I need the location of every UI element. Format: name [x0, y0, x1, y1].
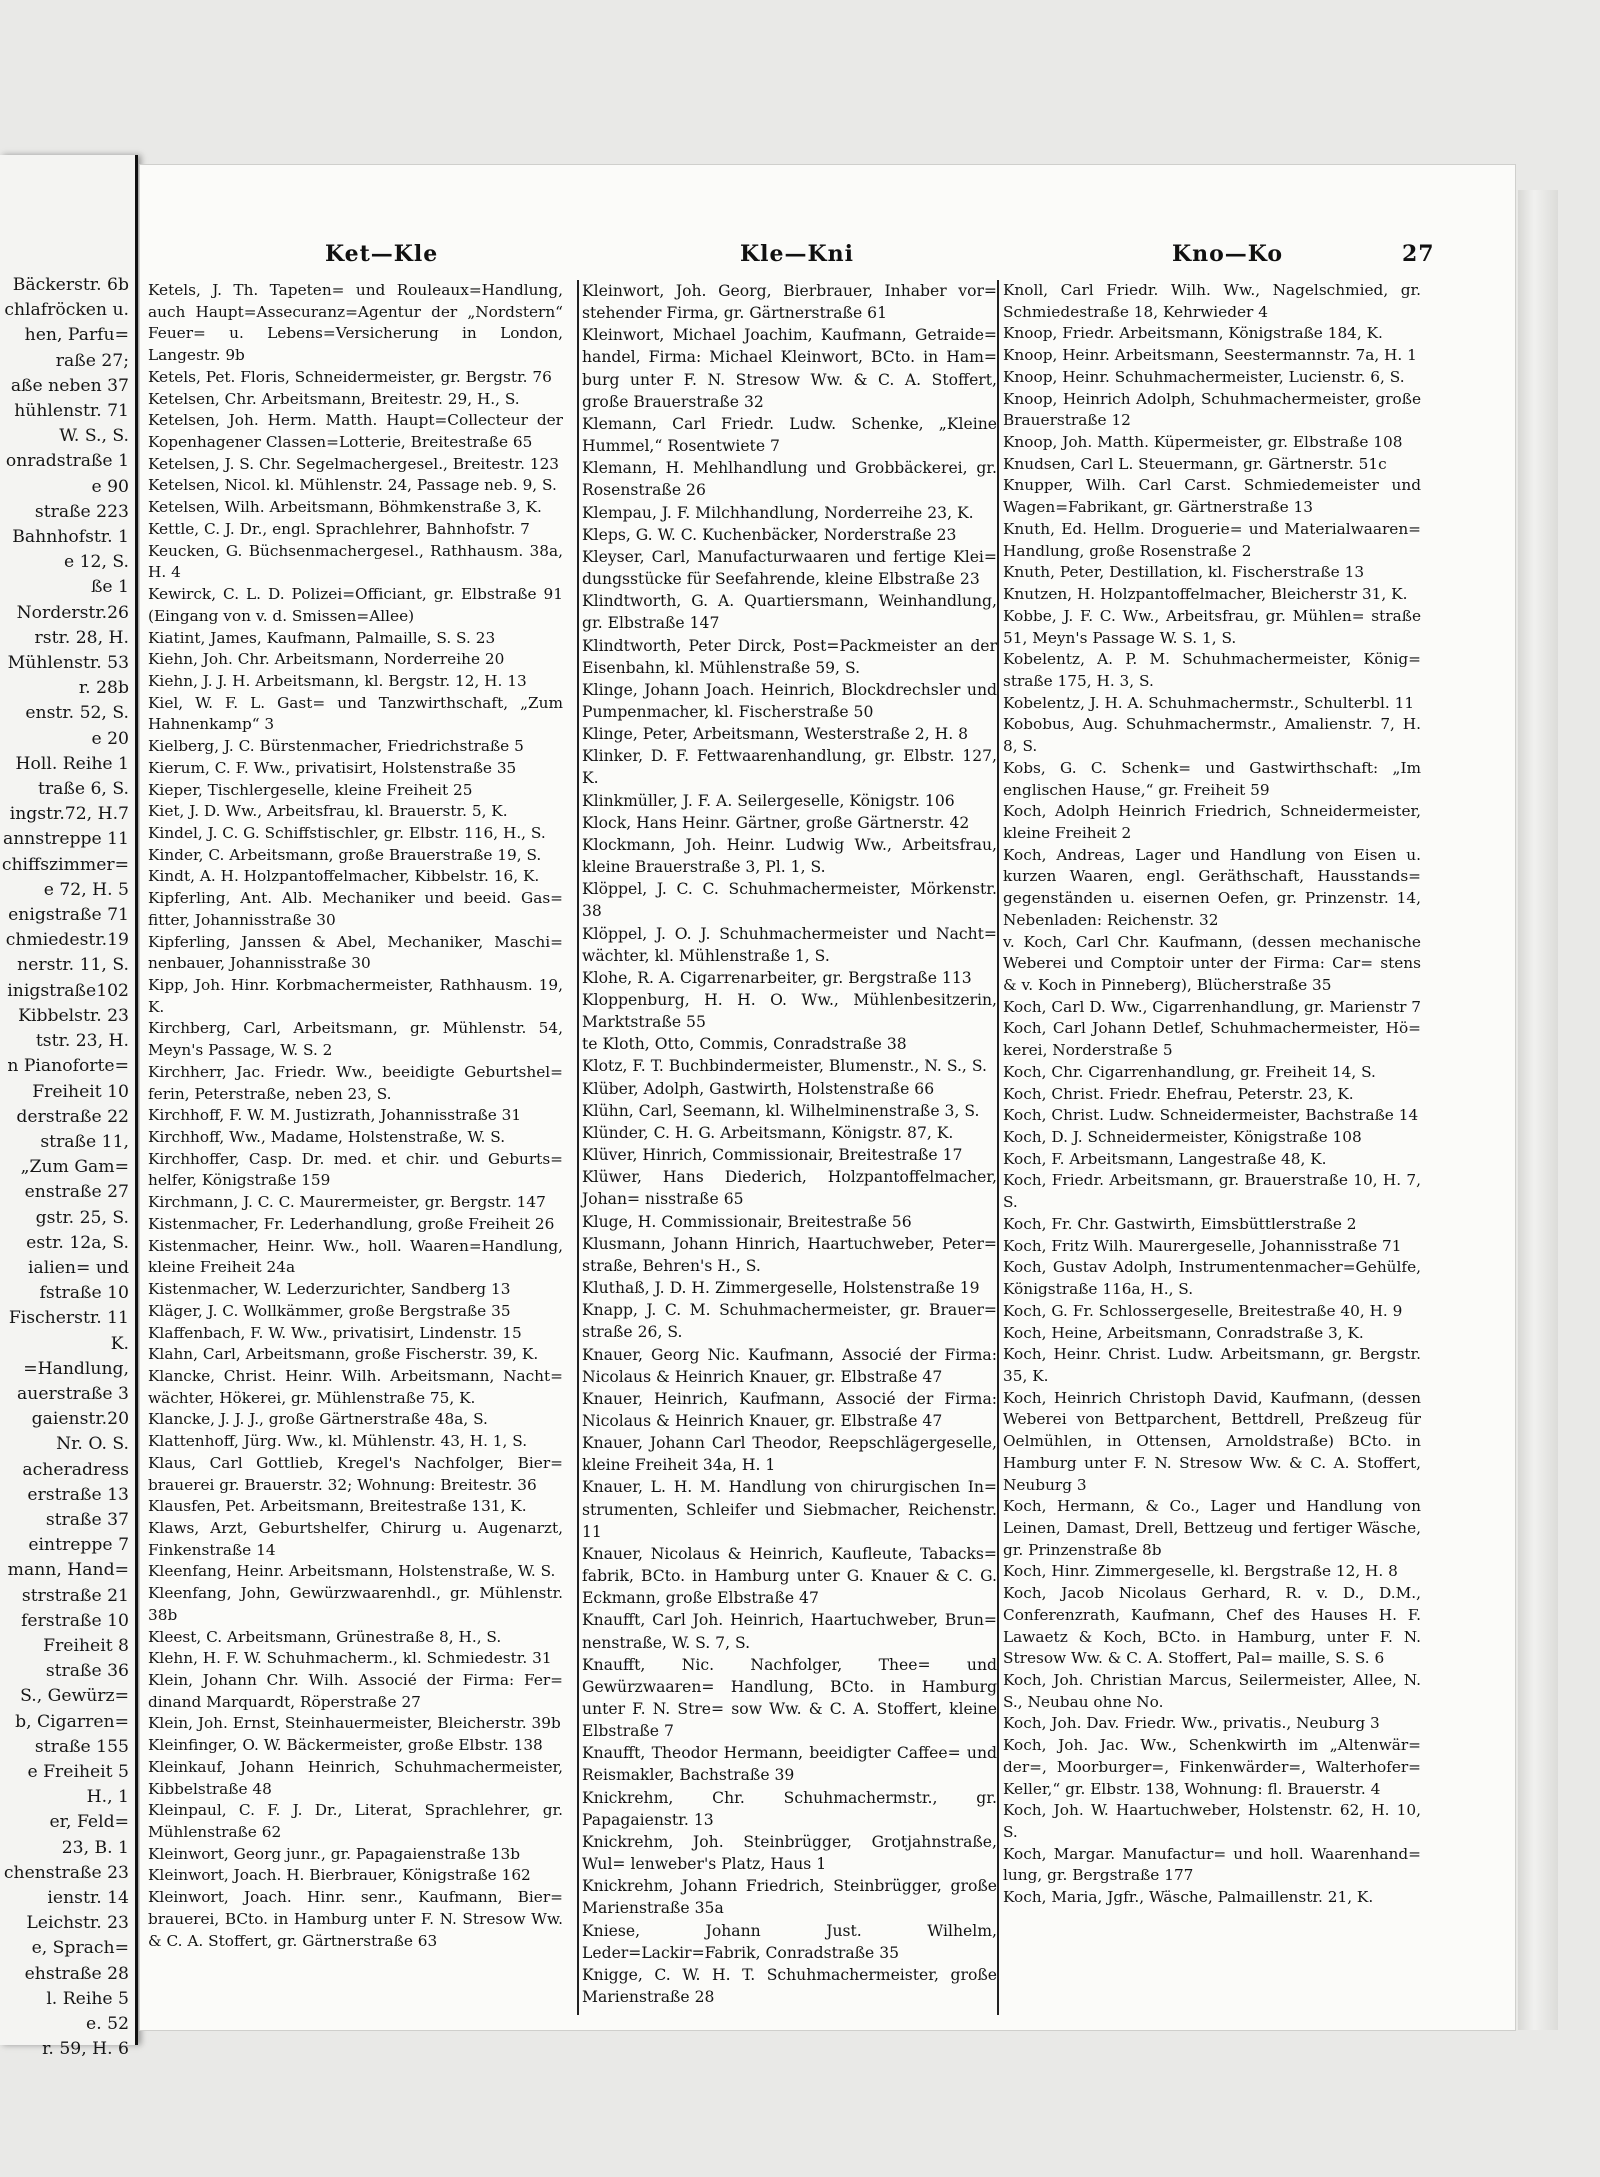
- directory-entry: Koch, Heine, Arbeitsmann, Conradstraße 3, K.: [1003, 1323, 1364, 1342]
- directory-entry: Koch, F. Arbeitsmann, Langestraße 48, K.: [1003, 1149, 1327, 1168]
- directory-entry: Kieper, Tischlergeselle, kleine Freiheit 25: [148, 780, 473, 799]
- directory-entry: Kleinwort, Michael Joachim, Kaufmann, Getraide= handel, Firma: Michael Kleinwort, BCto. in Ham= burg unter F. N. Stresow Ww. & C. A. Stoffert, große Brauerstraße 32: [582, 326, 997, 411]
- directory-entry: Koch, Joh. Christian Marcus, Seilermeister, Allee, N. S., Neubau ohne No.: [1003, 1671, 1421, 1711]
- previous-page-line: chiffszimmer=: [1, 854, 129, 875]
- directory-entry: Kleenfang, Heinr. Arbeitsmann, Holstenstraße, W. S.: [148, 1562, 556, 1581]
- previous-page-line: Holl. Reihe 1: [15, 753, 129, 774]
- previous-page-line: chenstraße 23: [3, 1862, 129, 1883]
- directory-entry: Koch, Joh. Jac. Ww., Schenkwirth im „Altenwär= der=, Moorburger=, Finkenwärder=, Walterhofer= Keller,“ gr. Elbstr. 138, Wohnung: fl. Brauerstr. 4: [1003, 1736, 1421, 1798]
- previous-page-line: H., 1: [86, 1787, 129, 1808]
- directory-entry: Knuth, Peter, Destillation, kl. Fischerstraße 13: [1003, 563, 1365, 582]
- previous-page-line: eintreppe 7: [28, 1535, 129, 1556]
- previous-page-line: straße 11,: [40, 1131, 129, 1152]
- directory-entry: Knuth, Ed. Hellm. Droguerie= und Materialwaaren= Handlung, große Rosenstraße 2: [1003, 519, 1421, 560]
- directory-entry: Kindel, J. C. G. Schiffstischler, gr. Elbstr. 116, H., S.: [148, 823, 546, 842]
- directory-entry: Kniese, Johann Just. Wilhelm, Leder=Lackir=Fabrik, Conradstraße 35: [582, 1921, 997, 1962]
- previous-page-line: =Handlung,: [23, 1358, 129, 1379]
- previous-page-line: ienstr. 14: [47, 1888, 129, 1908]
- previous-page-line: tstr. 23, H.: [35, 1031, 129, 1052]
- directory-entry: Knickrehm, Johann Friedrich, Steinbrügger, große Marienstraße 35a: [582, 1877, 997, 1918]
- directory-entry: Koch, Joh. Dav. Friedr. Ww., privatis., Neuburg 3: [1003, 1714, 1380, 1733]
- page-fold-shadow: [1518, 190, 1558, 2030]
- previous-page-line: chlafröcken u.: [4, 300, 129, 321]
- previous-page-line: e Freiheit 5: [27, 1761, 129, 1782]
- directory-entry: Klüver, Hinrich, Commissionair, Breitestraße 17: [582, 1146, 963, 1165]
- previous-page-line: ingstr.72, H.7: [9, 804, 129, 825]
- previous-page-line: hühlenstr. 71: [14, 401, 129, 422]
- column-divider-1: [577, 280, 579, 2015]
- previous-page-line: ferstraße 10: [21, 1610, 129, 1631]
- previous-page-line: er, Feld=: [49, 1812, 129, 1833]
- directory-entry: Klindtworth, Peter Dirck, Post=Packmeister an der Eisenbahn, kl. Mühlenstraße 59, S.: [582, 636, 997, 677]
- directory-entry: Kleinwort, Joh. Georg, Bierbrauer, Inhaber vor= stehender Firma, gr. Gärtnerstraße 61: [582, 282, 997, 323]
- directory-entry: Koch, Christ. Friedr. Ehefrau, Peterstr. 23, K.: [1003, 1084, 1354, 1103]
- directory-entry: Klein, Johann Chr. Wilh. Associé der Firma: Fer= dinand Marquardt, Röperstraße 27: [148, 1671, 563, 1711]
- previous-page-line: chmiedestr.19: [5, 930, 129, 951]
- directory-entry: Kluge, H. Commissionair, Breitestraße 56: [582, 1212, 912, 1231]
- directory-entry: Koch, Jacob Nicolaus Gerhard, R. v. D., D.M., Conferenzrath, Kaufmann, Chef des Hauses H. F. Lawaetz & Koch, BCto. in Hamburg, unter F. N. Stresow Ww. & C. A. Stoffert, Pal= maille, S. S. 6: [1003, 1584, 1421, 1668]
- directory-entry: Klusmann, Johann Hinrich, Haartuchweber, Peter= straße, Behren's H., S.: [582, 1234, 997, 1275]
- directory-entry: Kewirck, C. L. D. Polizei=Officiant, gr. Elbstraße 91 (Eingang von v. d. Smissen=Allee): [148, 585, 563, 625]
- directory-entry: Kiel, W. F. L. Gast= und Tanzwirthschaft, „Zum Hahnenkamp“ 3: [148, 693, 563, 734]
- previous-page-line: strstraße 21: [21, 1585, 129, 1606]
- directory-entry: Kistenmacher, W. Lederzurichter, Sandberg 13: [148, 1280, 511, 1299]
- directory-entry: Klemann, H. Mehlhandlung und Grobbäckerei, gr. Rosenstraße 26: [582, 459, 997, 500]
- directory-entry: Koch, Heinr. Christ. Ludw. Arbeitsmann, gr. Bergstr. 35, K.: [1003, 1345, 1421, 1385]
- directory-entry: Koch, Heinrich Christoph David, Kaufmann, (dessen Weberei von Bettparchent, Bettdrell, Preßzeug für Oelmühlen, in Ottensen, Arnoldstraße) BCto. in Hamburg unter F. N. Stresow Ww. & C. A. Stoffert, Neuburg 3: [1003, 1388, 1421, 1494]
- directory-entry: Ketelsen, Joh. Herm. Matth. Haupt=Collecteur der Kopenhagener Classen=Lotterie, Breitestraße 65: [148, 411, 563, 452]
- previous-page-line: Freiheit 8: [43, 1635, 129, 1656]
- previous-page-line: nerstr. 11, S.: [17, 955, 129, 976]
- directory-entry: Knaufft, Theodor Hermann, beeidigter Caffee= und Reismakler, Bachstraße 39: [582, 1744, 997, 1785]
- previous-page-line: straße 37: [45, 1509, 129, 1530]
- directory-entry: Kipp, Joh. Hinr. Korbmachermeister, Rathhausm. 19, K.: [148, 976, 563, 1016]
- directory-entry: Ketels, J. Th. Tapeten= und Rouleaux=Handlung, auch Haupt=Assecuranz=Agentur der „Nordstern“ Feuer= u. Lebens=Versicherung in London, Langestr. 9b: [148, 281, 563, 365]
- previous-page-line: r. 28b: [78, 678, 129, 699]
- directory-entry: Kirchhoffer, Casp. Dr. med. et chir. und Geburts= helfer, Königstraße 159: [148, 1149, 563, 1190]
- previous-page-line: erstraße 13: [27, 1484, 129, 1505]
- directory-entry: te Kloth, Otto, Commis, Conradstraße 38: [582, 1035, 907, 1054]
- directory-entry: Koch, Hinr. Zimmergeselle, kl. Bergstraße 12, H. 8: [1003, 1562, 1398, 1581]
- directory-entry: Knauer, Heinrich, Kaufmann, Associé der Firma: Nicolaus & Heinrich Knauer, gr. Elbstraße 47: [582, 1389, 997, 1430]
- directory-entry: Klotz, F. T. Buchbindermeister, Blumenstr., N. S., S.: [582, 1057, 987, 1076]
- previous-page-line: n Pianoforte=: [7, 1056, 129, 1077]
- previous-page-line: gaienstr.20: [31, 1409, 129, 1430]
- previous-page-line: e 20: [91, 728, 129, 749]
- previous-page-line: inigstraße102: [7, 980, 129, 1001]
- directory-entry: Kinder, C. Arbeitsmann, große Brauerstraße 19, S.: [148, 845, 542, 864]
- page-number: 27: [1402, 241, 1435, 267]
- directory-entry: Knauer, L. H. M. Handlung von chirurgischen In= strumenten, Schleifer und Siebmacher, Reichenstr. 11: [582, 1478, 997, 1541]
- previous-page-line: enstraße 27: [24, 1182, 129, 1203]
- directory-entry: Kleinkauf, Johann Heinrich, Schuhmachermeister, Kibbelstraße 48: [148, 1757, 563, 1798]
- column-1: [148, 280, 563, 1952]
- previous-page-line: raße 27;: [55, 350, 129, 371]
- directory-entry: Kluthaß, J. D. H. Zimmergeselle, Holstenstraße 19: [582, 1279, 980, 1298]
- previous-page-line: Mühlenstr. 53: [7, 653, 129, 674]
- previous-page-line: estr. 12a, S.: [26, 1232, 129, 1253]
- directory-entry: Kleinwort, Georg junr., gr. Papagaienstraße 13b: [148, 1844, 521, 1863]
- previous-page-line: K.: [110, 1333, 129, 1354]
- directory-entry: Ketelsen, Wilh. Arbeitsmann, Böhmkenstraße 3, K.: [148, 498, 542, 517]
- previous-page-line: W. S., S.: [59, 426, 129, 447]
- directory-entry: Knoll, Carl Friedr. Wilh. Ww., Nagelschmied, gr. Schmiedestraße 18, Kehrwieder 4: [1003, 281, 1421, 321]
- directory-entry: Klock, Hans Heinr. Gärtner, große Gärtnerstr. 42: [582, 813, 970, 832]
- previous-page-line: enstr. 52, S.: [25, 703, 129, 724]
- directory-entry: Koch, Margar. Manufactur= und holl. Waarenhand= lung, gr. Bergstraße 177: [1003, 1844, 1421, 1885]
- directory-entry: Kleps, G. W. C. Kuchenbäcker, Norderstraße 23: [582, 525, 957, 544]
- directory-entry: Kleinwort, Joach. Hinr. senr., Kaufmann, Bier= brauerei, BCto. in Hamburg unter F. N. Stresow Ww. & C. A. Stoffert, gr. Gärtnerstraße 63: [148, 1888, 563, 1950]
- previous-page-line: derstraße 22: [16, 1106, 129, 1127]
- directory-entry: Ketels, Pet. Floris, Schneidermeister, gr. Bergstr. 76: [148, 367, 552, 386]
- directory-entry: Koch, Friedr. Arbeitsmann, gr. Brauerstraße 10, H. 7, S.: [1003, 1171, 1421, 1212]
- directory-entry: Kirchhoff, F. W. M. Justizrath, Johannisstraße 31: [148, 1106, 522, 1125]
- directory-entry: Klinge, Peter, Arbeitsmann, Westerstraße 2, H. 8: [582, 725, 969, 744]
- previous-page-line: Nr. O. S.: [56, 1434, 129, 1455]
- directory-entry: Kiatint, James, Kaufmann, Palmaille, S. S. 23: [148, 628, 496, 647]
- previous-page-line: straße 36: [45, 1661, 129, 1682]
- directory-entry: Klöppel, J. O. J. Schuhmachermeister und Nacht= wächter, kl. Mühlenstraße 1, S.: [582, 924, 997, 965]
- previous-page-line: l. Reihe 5: [46, 1988, 129, 2009]
- directory-entry: Kobbe, J. F. C. Ww., Arbeitsfrau, gr. Mühlen= straße 51, Meyn's Passage W. S. 1, S.: [1003, 606, 1421, 647]
- previous-page-line: auerstraße 3: [17, 1383, 129, 1404]
- previous-page-line: straße 155: [34, 1736, 129, 1757]
- directory-entry: Kirchhoff, Ww., Madame, Holstenstraße, W. S.: [148, 1128, 506, 1147]
- directory-entry: Knoop, Joh. Matth. Küpermeister, gr. Elbstraße 108: [1003, 433, 1403, 452]
- directory-entry: Kistenmacher, Fr. Lederhandlung, große Freiheit 26: [148, 1214, 555, 1233]
- directory-entry: Kobs, G. C. Schenk= und Gastwirthschaft: „Im englischen Hause,“ gr. Freiheit 59: [1003, 758, 1421, 799]
- directory-entry: Koch, Gustav Adolph, Instrumentenmacher=Gehülfe, Königstraße 116a, H., S.: [1003, 1258, 1421, 1299]
- directory-entry: Kläger, J. C. Wollkämmer, große Bergstraße 35: [148, 1301, 511, 1320]
- previous-page-line: acheradress: [22, 1459, 129, 1480]
- previous-page-line: Freiheit 10: [32, 1081, 129, 1102]
- directory-entry: Knupper, Wilh. Carl Carst. Schmiedemeister und Wagen=Fabrikant, gr. Gärtnerstraße 13: [1003, 476, 1421, 517]
- previous-page-fragment: [0, 155, 138, 2060]
- previous-page-line: onradstraße 1: [5, 451, 129, 472]
- previous-page-line: Kibbelstr. 23: [18, 1005, 129, 1026]
- header-right-range: Kno—Ko: [1172, 241, 1284, 267]
- previous-page-line: ialien= und: [28, 1257, 129, 1278]
- directory-entry: Klein, Joh. Ernst, Steinhauermeister, Bleicherstr. 39b: [148, 1714, 561, 1733]
- directory-entry: Knaufft, Carl Joh. Heinrich, Haartuchweber, Brun= nenstraße, W. S. 7, S.: [582, 1611, 997, 1652]
- directory-entry: Klinkmüller, J. F. A. Seilergeselle, Königstr. 106: [582, 791, 955, 810]
- directory-entry: Kleinpaul, C. F. J. Dr., Literat, Sprachlehrer, gr. Mühlenstraße 62: [148, 1801, 563, 1842]
- directory-entry: Knoop, Heinr. Arbeitsmann, Seestermannstr. 7a, H. 1: [1003, 346, 1417, 365]
- directory-entry: Koch, Fritz Wilh. Maurergeselle, Johannisstraße 71: [1003, 1236, 1402, 1255]
- previous-page-lines: [0, 273, 135, 2062]
- directory-entry: Kielberg, J. C. Bürstenmacher, Friedrichstraße 5: [148, 737, 524, 756]
- directory-entry: Koch, Carl Johann Detlef, Schuhmachermeister, Hö= kerei, Norderstraße 5: [1003, 1019, 1421, 1060]
- previous-page-line: S., Gewürz=: [20, 1686, 129, 1707]
- directory-entry: Kirchmann, J. C. C. Maurermeister, gr. Bergstr. 147: [148, 1193, 546, 1212]
- directory-entry: Koch, Christ. Ludw. Schneidermeister, Bachstraße 14: [1003, 1106, 1419, 1125]
- previous-page-line: r. 59, H. 6: [42, 2039, 129, 2060]
- previous-page-line: aße neben 37: [10, 375, 129, 396]
- directory-entry: Koch, Hermann, & Co., Lager und Handlung von Leinen, Damast, Drell, Bettzeug und fertiger Wäsche, gr. Prinzenstraße 8b: [1003, 1497, 1421, 1559]
- directory-entry: Klahn, Carl, Arbeitsmann, große Fischerstr. 39, K.: [148, 1345, 539, 1364]
- directory-entry: Kipferling, Janssen & Abel, Mechaniker, Maschi= nenbauer, Johannisstraße 30: [148, 932, 563, 973]
- directory-entry: Kindt, A. H. Holzpantoffelmacher, Kibbelstr. 16, K.: [148, 867, 540, 886]
- directory-entry: Koch, Carl D. Ww., Cigarrenhandlung, gr. Marienstr 7: [1003, 997, 1422, 1016]
- directory-entry: Kierum, C. F. Ww., privatisirt, Holstenstraße 35: [148, 758, 517, 777]
- directory-entry: Kiehn, Joh. Chr. Arbeitsmann, Norderreihe 20: [148, 650, 505, 669]
- column-2: [582, 280, 997, 2008]
- directory-entry: Kloppenburg, H. H. O. Ww., Mühlenbesitzerin, Marktstraße 55: [582, 991, 997, 1032]
- previous-page-line: 23, B. 1: [61, 1837, 129, 1858]
- previous-page-line: e 90: [91, 476, 129, 497]
- directory-entry: Knoop, Friedr. Arbeitsmann, Königstraße 184, K.: [1003, 324, 1383, 343]
- previous-page-line: ehstraße 28: [24, 1963, 129, 1984]
- previous-page-line: rstr. 28, H.: [34, 627, 129, 648]
- directory-entry: Klüber, Adolph, Gastwirth, Holstenstraße 66: [582, 1079, 935, 1098]
- previous-page-line: annstreppe 11: [2, 829, 129, 850]
- previous-page-line: fstraße 10: [39, 1283, 129, 1304]
- directory-entry: Ketelsen, J. S. Chr. Segelmachergesel., Breitestr. 123: [148, 454, 560, 473]
- previous-page-line: mann, Hand=: [7, 1560, 129, 1581]
- header-center-range: Kle—Kni: [740, 241, 854, 267]
- previous-page-line: Norderstr.26: [16, 602, 129, 623]
- directory-entry: Knoop, Heinr. Schuhmachermeister, Lucienstr. 6, S.: [1003, 367, 1405, 386]
- directory-entry: Kleinfinger, O. W. Bäckermeister, große Elbstr. 138: [148, 1736, 543, 1755]
- directory-entry: Koch, Andreas, Lager und Handlung von Eisen u. kurzen Waaren, engl. Geräthschaft, Hausstands= gegenständen u. eisernen Oefen, gr. Prinzenstr. 14, Nebenladen: Reichenstr. 32: [1003, 845, 1421, 929]
- previous-page-line: e 72, H. 5: [43, 879, 129, 900]
- directory-entry: Kleenfang, John, Gewürzwaarenhdl., gr. Mühlenstr. 38b: [148, 1584, 563, 1624]
- directory-entry: Kipferling, Ant. Alb. Mechaniker und beeid. Gas= fitter, Johannisstraße 30: [148, 889, 563, 929]
- header-left-range: Ket—Kle: [325, 241, 439, 267]
- previous-page-line: traße 6, S.: [38, 779, 129, 800]
- previous-page-line: Bäckerstr. 6b: [12, 275, 129, 295]
- previous-page-line: „Zum Gam=: [20, 1157, 129, 1178]
- directory-entry: Knauer, Johann Carl Theodor, Reepschlägergeselle, kleine Freiheit 34a, H. 1: [582, 1434, 997, 1475]
- directory-entry: Klünder, C. H. G. Arbeitsmann, Königstr. 87, K.: [582, 1123, 954, 1142]
- previous-page-line: Leichstr. 23: [26, 1913, 129, 1934]
- directory-entry: Klaus, Carl Gottlieb, Kregel's Nachfolger, Bier= brauerei gr. Brauerstr. 32; Wohnung: Breitestr. 36: [148, 1453, 563, 1494]
- directory-entry: Koch, G. Fr. Schlossergeselle, Breitestraße 40, H. 9: [1003, 1301, 1403, 1320]
- directory-entry: Ketelsen, Chr. Arbeitsmann, Breitestr. 29, H., S.: [148, 389, 520, 408]
- directory-entry: Kiet, J. D. Ww., Arbeitsfrau, kl. Brauerstr. 5, K.: [148, 802, 508, 821]
- directory-entry: Ketelsen, Nicol. kl. Mühlenstr. 24, Passage neb. 9, S.: [148, 476, 557, 495]
- directory-entry: Keucken, G. Büchsenmachergesel., Rathhausm. 38a, H. 4: [148, 541, 563, 582]
- previous-page-line: e 12, S.: [63, 552, 129, 573]
- directory-entry: Klühn, Carl, Seemann, kl. Wilhelminenstraße 3, S.: [582, 1101, 980, 1120]
- previous-page-line: b, Cigarren=: [15, 1711, 129, 1732]
- previous-page-line: hen, Parfu=: [24, 325, 129, 346]
- directory-entry: Kleyser, Carl, Manufacturwaaren und fertige Klei= dungsstücke für Seefahrende, kleine Elbstraße 23: [582, 547, 997, 589]
- directory-entry: Klinker, D. F. Fettwaarenhandlung, gr. Elbstr. 127, K.: [582, 747, 997, 788]
- directory-entry: Koch, Adolph Heinrich Friedrich, Schneidermeister, kleine Freiheit 2: [1003, 802, 1421, 842]
- directory-entry: Knapp, J. C. M. Schuhmachermeister, gr. Brauer= straße 26, S.: [582, 1301, 997, 1342]
- directory-entry: Klancke, Christ. Heinr. Wilh. Arbeitsmann, Nacht= wächter, Hökerei, gr. Mühlenstraße 75, K.: [148, 1366, 563, 1407]
- directory-entry: Kiehn, J. J. H. Arbeitsmann, kl. Bergstr. 12, H. 13: [148, 671, 527, 690]
- previous-page-line: enigstraße 71: [8, 905, 129, 926]
- directory-entry: Kirchberg, Carl, Arbeitsmann, gr. Mühlenstr. 54, Meyn's Passage, W. S. 2: [148, 1019, 563, 1060]
- previous-page-line: gstr. 25, S.: [35, 1207, 129, 1228]
- directory-entry: Kettle, C. J. Dr., engl. Sprachlehrer, Bahnhofstr. 7: [148, 519, 530, 538]
- directory-entry: Klempau, J. F. Milchhandlung, Norderreihe 23, K.: [582, 503, 974, 522]
- directory-entry: Knudsen, Carl L. Steuermann, gr. Gärtnerstr. 51c: [1003, 454, 1387, 473]
- directory-page: [140, 165, 1515, 2030]
- directory-entry: Koch, Chr. Cigarrenhandlung, gr. Freiheit 14, S.: [1003, 1062, 1376, 1081]
- directory-entry: Kobobus, Aug. Schuhmachermstr., Amalienstr. 7, H. 8, S.: [1003, 715, 1421, 756]
- directory-entry: Koch, Joh. W. Haartuchweber, Holstenstr. 62, H. 10, S.: [1003, 1801, 1421, 1842]
- directory-entry: Klemann, Carl Friedr. Ludw. Schenke, „Kleine Hummel,“ Rosentwiete 7: [582, 414, 997, 456]
- directory-entry: v. Koch, Carl Chr. Kaufmann, (dessen mechanische Weberei und Comptoir unter der Firma: Car= stens & v. Koch in Pinneberg), Blücherstraße 35: [1003, 932, 1421, 994]
- directory-entry: Klancke, J. J. J., große Gärtnerstraße 48a, S.: [148, 1410, 488, 1429]
- page-header: [140, 241, 1515, 271]
- directory-entry: Knauer, Nicolaus & Heinrich, Kaufleute, Tabacks= fabrik, BCto. in Hamburg unter G. Knauer & C. G. Eckmann, große Elbstraße 47: [582, 1544, 997, 1608]
- column-divider-2: [997, 280, 999, 2015]
- directory-entry: Klinge, Johann Joach. Heinrich, Blockdrechsler und Pumpenmacher, kl. Fischerstraße 50: [582, 680, 997, 721]
- column-3: [1003, 280, 1421, 1909]
- directory-entry: Knaufft, Nic. Nachfolger, Thee= und Gewürzwaaren= Handlung, BCto. in Hamburg unter F. N. Stre= sow Ww. & C. A. Stoffert, kleine Elbstraße 7: [582, 1655, 997, 1741]
- previous-page-line: ße 1: [90, 577, 129, 598]
- directory-entry: Koch, Fr. Chr. Gastwirth, Eimsbüttlerstraße 2: [1003, 1214, 1357, 1233]
- previous-page-line: e. 52: [86, 2014, 129, 2035]
- directory-entry: Knigge, C. W. H. T. Schuhmachermeister, große Marienstraße 28: [582, 1965, 997, 2007]
- directory-entry: Knauer, Georg Nic. Kaufmann, Associé der Firma: Nicolaus & Heinrich Knauer, gr. Elbstraße 47: [582, 1345, 997, 1386]
- directory-entry: Kleest, C. Arbeitsmann, Grünestraße 8, H., S.: [148, 1627, 502, 1646]
- directory-entry: Knickrehm, Joh. Steinbrügger, Grotjahnstraße, Wul= lenweber's Platz, Haus 1: [582, 1832, 997, 1874]
- directory-entry: Klöppel, J. C. C. Schuhmachermeister, Mörkenstr. 38: [582, 880, 997, 921]
- previous-page-line: e, Sprach=: [31, 1938, 129, 1959]
- previous-page-line: Bahnhofstr. 1: [12, 527, 129, 548]
- directory-entry: Klaws, Arzt, Geburtshelfer, Chirurg u. Augenarzt, Finkenstraße 14: [148, 1518, 563, 1559]
- directory-entry: Kobelentz, J. H. A. Schuhmachermstr., Schulterbl. 11: [1003, 693, 1415, 712]
- directory-entry: Koch, Maria, Jgfr., Wäsche, Palmaillenstr. 21, K.: [1003, 1888, 1374, 1907]
- directory-entry: Klindtworth, G. A. Quartiersmann, Weinhandlung, gr. Elbstraße 147: [582, 592, 997, 633]
- directory-entry: Klattenhoff, Jürg. Ww., kl. Mühlenstr. 43, H. 1, S.: [148, 1432, 528, 1451]
- directory-entry: Klohe, R. A. Cigarrenarbeiter, gr. Bergstraße 113: [582, 968, 972, 987]
- directory-entry: Kirchherr, Jac. Friedr. Ww., beeidigte Geburtshel= ferin, Peterstraße, neben 23, S.: [148, 1062, 563, 1103]
- directory-entry: Kistenmacher, Heinr. Ww., holl. Waaren=Handlung, kleine Freiheit 24a: [148, 1236, 563, 1277]
- directory-entry: Koch, D. J. Schneidermeister, Königstraße 108: [1003, 1128, 1362, 1147]
- previous-page-line: Fischerstr. 11: [8, 1308, 129, 1329]
- directory-entry: Klaffenbach, F. W. Ww., privatisirt, Lindenstr. 15: [148, 1323, 522, 1342]
- directory-entry: Klockmann, Joh. Heinr. Ludwig Ww., Arbeitsfrau, kleine Brauerstraße 3, Pl. 1, S.: [582, 835, 997, 877]
- directory-entry: Klausfen, Pet. Arbeitsmann, Breitestraße 131, K.: [148, 1497, 527, 1516]
- directory-entry: Klehn, H. F. W. Schuhmacherm., kl. Schmiedestr. 31: [148, 1649, 552, 1668]
- directory-entry: Knoop, Heinrich Adolph, Schuhmachermeister, große Brauerstraße 12: [1003, 389, 1421, 430]
- directory-entry: Kleinwort, Joach. H. Bierbrauer, Königstraße 162: [148, 1866, 531, 1885]
- directory-entry: Knickrehm, Chr. Schuhmachermstr., gr. Papagaienstr. 13: [582, 1788, 997, 1829]
- directory-entry: Knutzen, H. Holzpantoffelmacher, Bleicherstr 31, K.: [1003, 585, 1408, 604]
- directory-entry: Kobelentz, A. P. M. Schuhmachermeister, König= straße 175, H. 3, S.: [1003, 650, 1421, 690]
- previous-page-line: straße 223: [34, 501, 129, 522]
- directory-entry: Klüwer, Hans Diederich, Holzpantoffelmacher, Johan= nisstraße 65: [582, 1168, 997, 1209]
